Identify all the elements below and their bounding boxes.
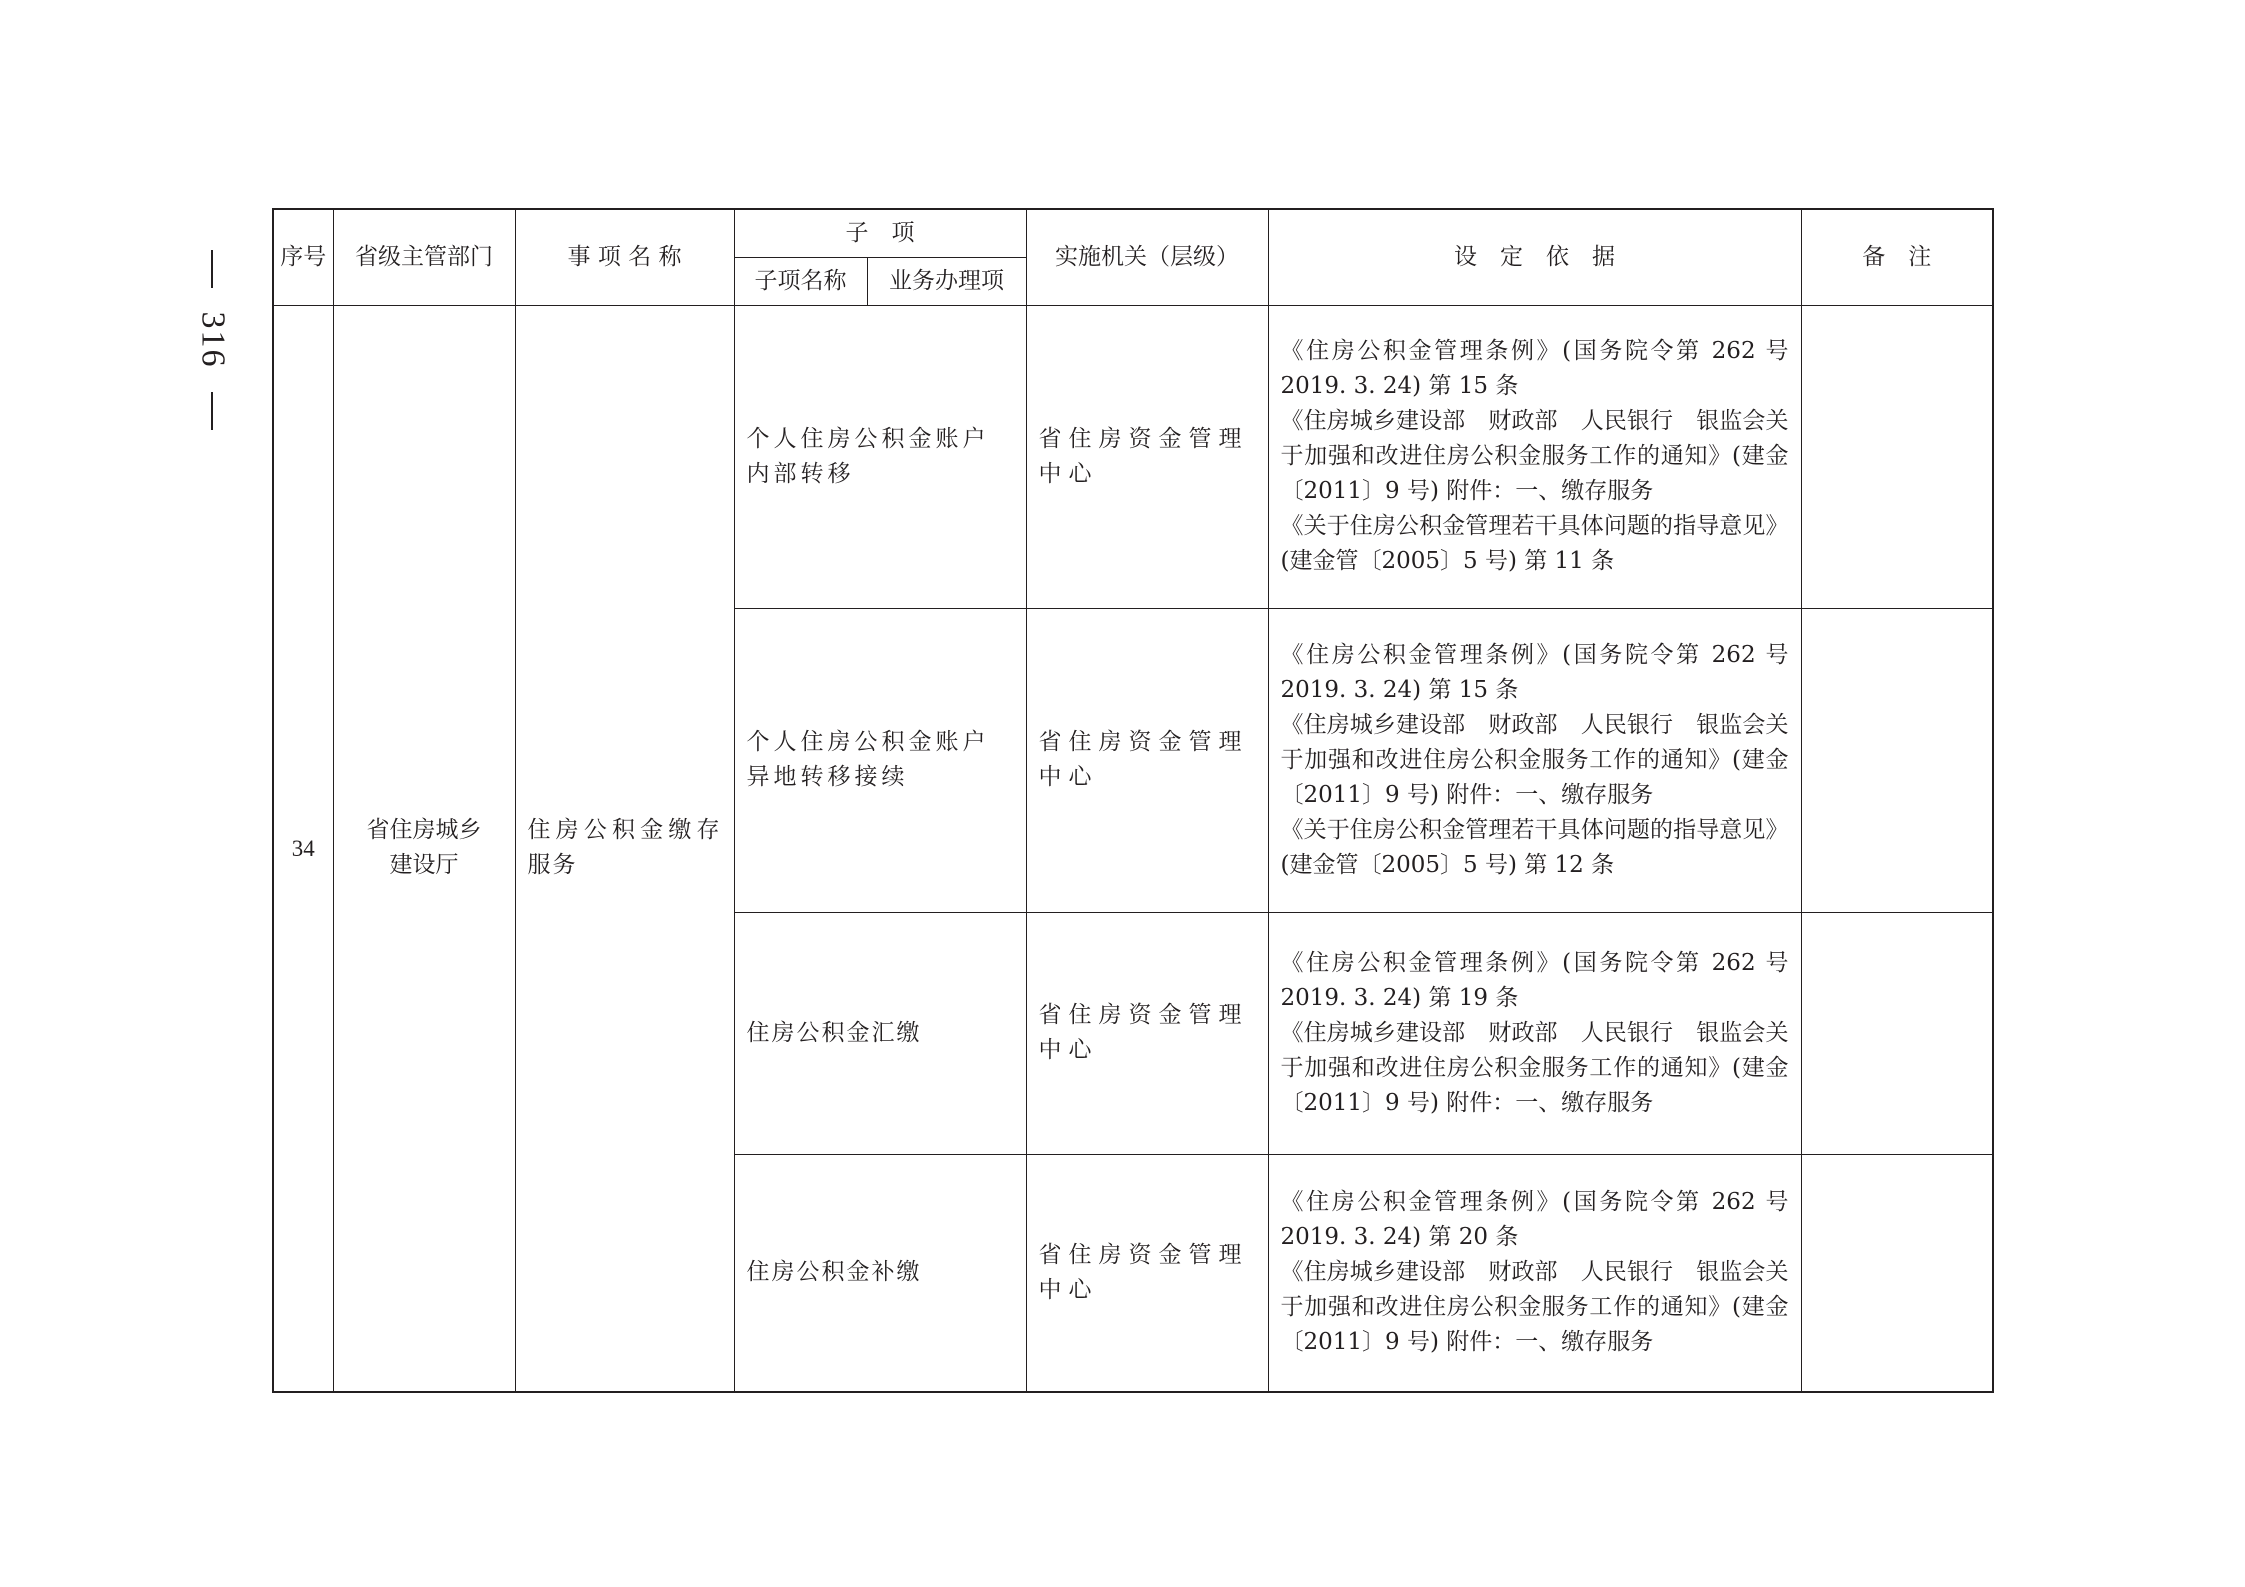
row-3-basis-line-1: 《住房公积金管理条例》(国务院令第 262 号 2019. 3. 24) 第 19 条 [1280,949,1789,1011]
row-3-agency [1026,912,1268,1154]
row-1-sub-item-text: 个人住房公积金账户内部转移 [746,425,990,487]
row-4-basis [1268,1154,1801,1392]
row-1-basis [1268,305,1801,608]
row-2-basis [1268,608,1801,912]
row-1-basis-line-1: 《住房公积金管理条例》(国务院令第 262 号 2019. 3. 24) 第 15 条 [1280,338,1789,399]
row-1-agency-text: 省住房资金管理中心 [1038,425,1249,487]
row-item-name-text: 住房公积金缴存服务 [527,817,722,879]
row-2-remarks [1801,608,1993,912]
row-1-agency [1026,305,1268,608]
row-dept-text: 省住房城乡建设厅 [366,817,482,879]
row-2-sub-item [734,608,1026,912]
row-1-remarks [1801,305,1993,608]
row-3-basis-line-2: 《住房城乡建设部 财政部 人民银行 银监会关于加强和改进住房公积金服务工作的通知》(建金〔2011〕9 号) 附件：一、缴存服务 [1280,1019,1789,1116]
row-4-agency-text: 省住房资金管理中心 [1038,1241,1249,1303]
row-2-basis-line-1: 《住房公积金管理条例》(国务院令第 262 号 2019. 3. 24) 第 15 条 [1280,641,1789,703]
page-number-dash-bottom [211,392,213,430]
row-4-basis-line-1: 《住房公积金管理条例》(国务院令第 262 号 2019. 3. 24) 第 20 条 [1280,1189,1789,1251]
row-dept [333,305,515,1392]
matters-table [272,208,1994,1393]
header-business-item: 业务办理项 [867,257,1026,305]
row-2-basis-line-3: 《关于住房公积金管理若干具体问题的指导意见》(建金管〔2005〕5 号) 第 12 条 [1280,816,1789,878]
row-2-agency [1026,608,1268,912]
row-1-basis-line-3: 《关于住房公积金管理若干具体问题的指导意见》(建金管〔2005〕5 号) 第 11 条 [1280,513,1789,574]
row-4-sub-item-text: 住房公积金补缴 [746,1259,922,1286]
row-3-basis [1268,912,1801,1154]
row-3-remarks [1801,912,1993,1154]
header-basis: 设 定 依 据 [1268,209,1801,305]
table-row [273,305,1993,608]
page-number [192,250,232,430]
page-number-text: 316 [194,311,231,369]
row-4-agency [1026,1154,1268,1392]
header-agency: 实施机关（层级） [1026,209,1268,305]
header-seq: 序号 [273,209,333,305]
row-item-name [515,305,734,1392]
row-1-basis-line-2: 《住房城乡建设部 财政部 人民银行 银监会关于加强和改进住房公积金服务工作的通知》(建金〔2011〕9 号) 附件：一、缴存服务 [1280,408,1789,504]
row-3-sub-item-text: 住房公积金汇缴 [746,1019,922,1046]
row-4-remarks [1801,1154,1993,1392]
header-sub-item: 子 项 [734,209,1026,257]
row-1-sub-item [734,305,1026,608]
header-sub-item-name: 子项名称 [734,257,867,305]
row-4-sub-item [734,1154,1026,1392]
row-3-agency-text: 省住房资金管理中心 [1038,1002,1249,1063]
header-item-name: 事 项 名 称 [515,209,734,305]
row-3-sub-item [734,912,1026,1154]
page-number-dash-top [211,250,213,288]
row-2-basis-line-2: 《住房城乡建设部 财政部 人民银行 银监会关于加强和改进住房公积金服务工作的通知》(建金〔2011〕9 号) 附件：一、缴存服务 [1280,711,1789,808]
header-row-1 [273,209,1993,257]
row-2-sub-item-text: 个人住房公积金账户异地转移接续 [746,729,990,790]
header-dept: 省级主管部门 [333,209,515,305]
header-remarks: 备 注 [1801,209,1993,305]
row-2-agency-text: 省住房资金管理中心 [1038,729,1249,790]
row-4-basis-line-2: 《住房城乡建设部 财政部 人民银行 银监会关于加强和改进住房公积金服务工作的通知》(建金〔2011〕9 号) 附件：一、缴存服务 [1280,1259,1789,1356]
row-seq: 34 [273,305,333,1392]
